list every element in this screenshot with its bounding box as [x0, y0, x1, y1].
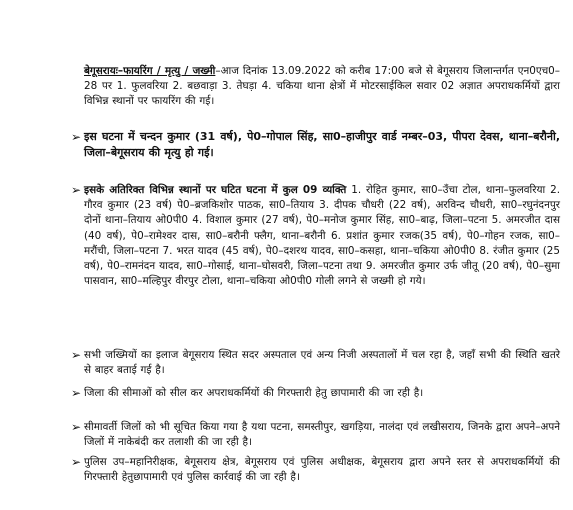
arrow-bullet-icon: ➢	[71, 183, 82, 197]
bullet-injured-list	[71, 183, 560, 289]
bullet-text: सीमावर्ती जिलों को भी सूचित किया गया है यथा पटना, समस्तीपुर, खगड़िया, नालंदा एवं लखीसराय, जिनके द्वारा अपने–अपने जिलों में नाकेबंदी कर तलाशी की जा रही है।	[84, 421, 560, 449]
bullet-border-sealed	[71, 386, 560, 401]
arrow-bullet-icon: ➢	[71, 386, 82, 400]
intro-text: –आज दिनांक 13.09.2022 को करीब 17:00 बजे से बेगूसराय जिलान्तर्गत एन0एच0–28 पर 1. फुलवरिया 2. बछवाड़ा 3. तेघड़ा 4. चकिया थाना क्षेत्रों में मोटरसाईकिल सवार 02 अज्ञात अपराधकर्मियों द्वारा विभिन्न स्थानों पर फायरिंग की गई।	[84, 65, 560, 108]
arrow-bullet-icon: ➢	[71, 348, 82, 362]
bullet-neighbour-districts	[71, 420, 560, 450]
bullet-text: जिला की सीमाओं को सील कर अपराधकर्मियों की गिरफ्तारी हेतु छापामारी की जा रही है।	[84, 387, 424, 399]
arrow-bullet-icon: ➢	[71, 130, 82, 144]
bullet-text: 1. रोहित कुमार, सा0–उँचा टोल, थाना–फुलवरिया 2. गौरव कुमार (23 वर्ष) पे0–ब्रजकिशोर पाठक, सा0–तियाय 3. दीपक चौधरी (22 वर्ष), अरविन्द चौधरी, सा0–रघुनंदनपुर दोनों थाना–तियाय ओ0पी0 4. विशाल कुमार (27 वर्ष), पे0–मनोज कुमार सिंह, सा0–बाढ़, जिला–पटना 5. अमरजीत दास (40 वर्ष), पे0–रामेश्वर दास, सा0–बरौनी फ्लैग, थाना–बरौनी 6. प्रशांत कुमार रजक(35 वर्ष), पे0–गोहन रजक, सा0–मरौंची, जिला–पटना 7. भरत यादव (45 वर्ष), पे0–दशरथ यादव, सा0–कसहा, थाना–चकिया ओ0पी0 8. रंजीत कुमार (25 वर्ष), पे0–रामनंदन यादव, सा0–गोसाई, थाना–घोसवरी, जिला–पटना तथा 9. अमरजीत कुमार उर्फ जीतू (20 वर्ष), पे0–सुमा पासवान, सा0–मल्हिपुर वीरपुर टोला, थाना–चकिया ओ0पी0 गोली लगने से जख्मी हो गये।	[84, 184, 560, 288]
report-heading: बेगूसरायः–फायरिंग / मृत्यु / जख्मी	[84, 65, 216, 77]
arrow-bullet-icon: ➢	[71, 455, 82, 469]
bullet-police-action	[71, 455, 560, 485]
bullet-text: सभी जख्मियों का इलाज बेगूसराय स्थित सदर अस्पताल एवं अन्य निजी अस्पतालों में चल रहा है, जहाँ सभी की स्थिति खतरे से बाहर बताई गई है।	[84, 349, 560, 377]
bullet-text: इस घटना में चन्दन कुमार (31 वर्ष), पे0–गोपाल सिंह, सा0–हाजीपुर वार्ड नम्बर–03, पीपरा देवस, थाना–बरौनी, जिला–बेगूसराय की मृत्यु हो गई।	[84, 130, 560, 159]
arrow-bullet-icon: ➢	[71, 420, 82, 434]
bullet-treatment	[71, 348, 560, 378]
intro-paragraph	[84, 64, 560, 110]
bullet-lead-text: इसके अतिरिक्त विभिन्न स्थानों पर घटित घटना में कुल 09 व्यक्ति	[84, 184, 347, 196]
bullet-death-report	[71, 129, 560, 161]
bullet-text: पुलिस उप–महानिरीक्षक, बेगूसराय क्षेत्र, बेगूसराय एवं पुलिस अधीक्षक, बेगूसराय द्वारा अपने स्तर से अपराधकर्मियों की गिरफ्तारी हेतुछापामारी एवं पुलिस कार्रवाई की जा रही है।	[84, 456, 560, 484]
